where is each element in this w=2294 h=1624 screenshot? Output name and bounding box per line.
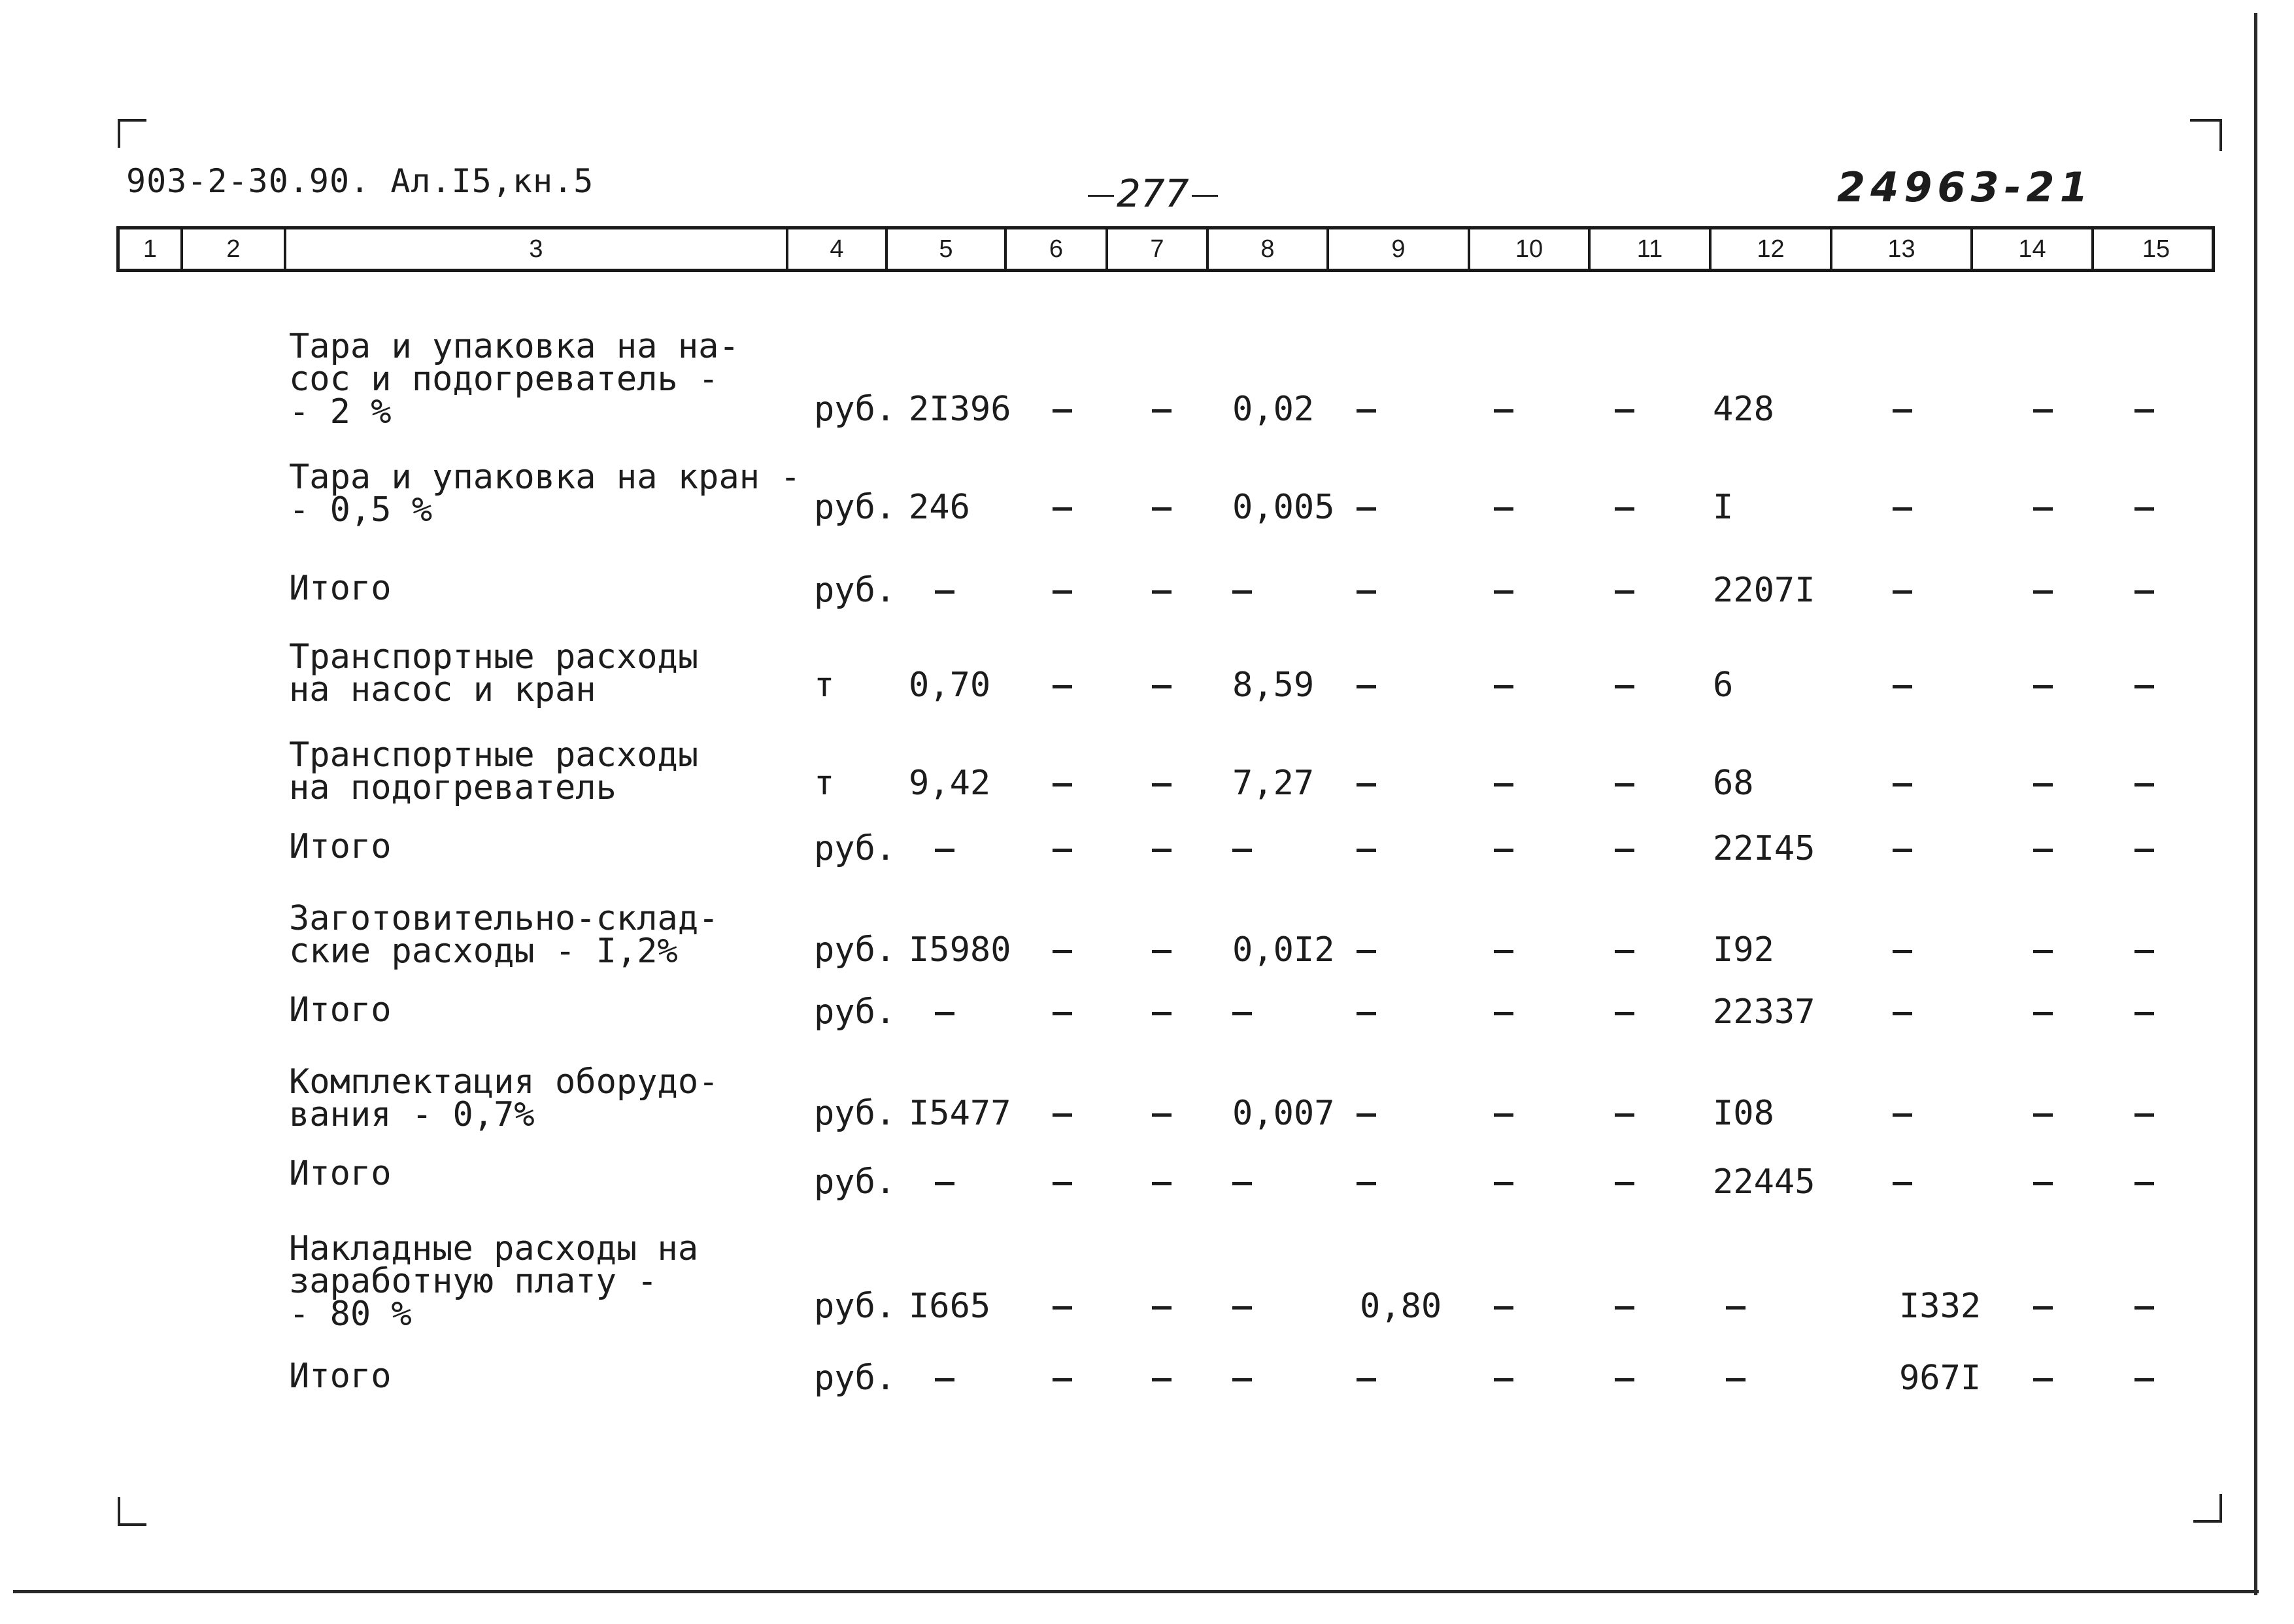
dash-c15	[2134, 1182, 2154, 1185]
row-description: Итого	[289, 990, 392, 1030]
dash-c13	[1893, 849, 1912, 852]
unit-cell: руб.	[814, 571, 896, 610]
dash-c9	[1357, 783, 1376, 787]
dash-c14	[2033, 1182, 2053, 1185]
dash-c14	[2033, 1113, 2053, 1117]
dash-c9	[1357, 685, 1376, 688]
dash-c14	[2033, 783, 2053, 787]
dash-c10	[1494, 783, 1513, 787]
dash-c14	[2033, 685, 2053, 688]
value-c12: 428	[1713, 390, 1774, 429]
dash-c6	[1053, 1378, 1072, 1381]
dash-c15	[2134, 409, 2154, 413]
dash-c8	[1232, 1378, 1252, 1381]
dash-c9	[1357, 1012, 1376, 1015]
column-number-15: 15	[2142, 235, 2170, 263]
unit-cell: руб.	[814, 930, 896, 970]
dash-c7	[1152, 409, 1172, 413]
dash-c10	[1494, 1378, 1513, 1381]
dash-c11	[1615, 1378, 1634, 1381]
unit-cell: руб.	[814, 1287, 896, 1326]
document-code: 903-2-30.90. Ал.I5,кн.5	[126, 162, 594, 200]
column-number-5: 5	[888, 229, 1007, 269]
dash-c7	[1152, 1182, 1172, 1185]
column-number-9: 9	[1329, 229, 1470, 269]
dash-c10	[1494, 409, 1513, 413]
value-c12: I08	[1713, 1094, 1774, 1133]
dash-c13	[1893, 1113, 1912, 1117]
value-c12: I	[1713, 488, 1734, 527]
dash-c6	[1053, 1306, 1072, 1310]
dash-c7	[1152, 849, 1172, 852]
dash-c9	[1357, 590, 1376, 594]
dash-c13	[1893, 950, 1912, 953]
dash-c15	[2134, 685, 2154, 688]
value-c13: I332	[1899, 1287, 1982, 1326]
dash-c6	[1053, 507, 1072, 511]
unit-cell: руб.	[814, 992, 896, 1032]
dash-c10	[1494, 849, 1513, 852]
dash-c6	[1053, 1012, 1072, 1015]
value-c8: 0,02	[1232, 390, 1315, 429]
page-number-value: 277	[1117, 171, 1189, 216]
dash-c15	[2134, 1113, 2154, 1117]
dash-c15	[2134, 1378, 2154, 1381]
unit-cell: руб.	[814, 488, 896, 527]
dash-c11	[1615, 1306, 1634, 1310]
dash-c6	[1053, 1182, 1072, 1185]
value-c5: I665	[909, 1287, 991, 1326]
row-description: Транспортные расходы на насос и кран	[289, 637, 699, 709]
value-c12: 22445	[1713, 1162, 1815, 1202]
column-number-7: 7	[1108, 229, 1209, 269]
dash-c14	[2033, 1378, 2053, 1381]
dash-c14	[2033, 409, 2053, 413]
dash-c10	[1494, 950, 1513, 953]
value-c12: 22337	[1713, 992, 1815, 1032]
dash-c11	[1615, 950, 1634, 953]
page-edge-right	[2254, 13, 2257, 1595]
dash-c7	[1152, 590, 1172, 594]
row-description: Итого	[289, 1357, 392, 1396]
dash-c15	[2134, 1306, 2154, 1310]
dash-c7	[1152, 507, 1172, 511]
dash-c11	[1615, 783, 1634, 787]
value-c8: 0,005	[1232, 488, 1335, 527]
dash-c15	[2134, 1012, 2154, 1015]
unit-cell: руб.	[814, 390, 896, 429]
dash-c7	[1152, 1012, 1172, 1015]
value-c8: 0,007	[1232, 1094, 1335, 1133]
row-description: Заготовительно-склад- ские расходы - I,2%	[289, 899, 719, 971]
dash-c10	[1494, 590, 1513, 594]
dash-c15	[2134, 507, 2154, 511]
row-description: Тара и упаковка на на- сос и подогреватель - - 2 %	[289, 327, 739, 431]
dash-c15	[2134, 950, 2154, 953]
dash-c7	[1152, 1306, 1172, 1310]
dash-c6	[1053, 590, 1072, 594]
column-number-header	[116, 226, 2215, 272]
dash-c13	[1893, 590, 1912, 594]
dash-c13	[1893, 507, 1912, 511]
value-c5: I5477	[909, 1094, 1011, 1133]
dash-c6	[1053, 1113, 1072, 1117]
dash-c13	[1893, 1012, 1912, 1015]
dash-c14	[2033, 849, 2053, 852]
crop-mark-top-left	[118, 119, 146, 148]
dash-c8	[1232, 590, 1252, 594]
dash-c14	[2033, 1012, 2053, 1015]
dash-c11	[1615, 590, 1634, 594]
dash-c9	[1357, 1113, 1376, 1117]
dash-c11	[1615, 1182, 1634, 1185]
dash-c5	[935, 590, 954, 594]
page-number	[1085, 171, 1221, 216]
column-number-13: 13	[1832, 229, 1973, 269]
dash-c15	[2134, 849, 2154, 852]
column-number-6: 6	[1007, 229, 1108, 269]
value-c12: 22I45	[1713, 829, 1815, 868]
dash-c11	[1615, 1012, 1634, 1015]
dash-c10	[1494, 1012, 1513, 1015]
crop-mark-bottom-right	[2193, 1494, 2222, 1523]
dash-c6	[1053, 783, 1072, 787]
dash-c13	[1893, 1182, 1912, 1185]
value-c9: 0,80	[1360, 1287, 1442, 1326]
unit-cell: руб.	[814, 1162, 896, 1202]
dash-c10	[1494, 1113, 1513, 1117]
dash-c7	[1152, 685, 1172, 688]
dash-c15	[2134, 783, 2154, 787]
dash-c5	[935, 1182, 954, 1185]
unit-cell: руб.	[814, 829, 896, 868]
dash-c8	[1232, 849, 1252, 852]
dash-c14	[2033, 950, 2053, 953]
value-c13: 967I	[1899, 1359, 1982, 1398]
column-number-10: 10	[1470, 229, 1591, 269]
value-c12: 68	[1713, 764, 1754, 803]
dash-c5	[935, 1378, 954, 1381]
value-c5: I5980	[909, 930, 1011, 970]
row-description: Транспортные расходы на подогреватель	[289, 736, 699, 807]
dash-c5	[935, 1012, 954, 1015]
dash-c14	[2033, 590, 2053, 594]
unit-cell: т	[814, 764, 835, 803]
dash-c14	[2033, 507, 2053, 511]
dash-c6	[1053, 685, 1072, 688]
dash-c13	[1893, 685, 1912, 688]
dash-c7	[1152, 950, 1172, 953]
value-c8: 0,0I2	[1232, 930, 1335, 970]
row-description: Накладные расходы на заработную плату - - 80 %	[289, 1229, 699, 1334]
dash-c14	[2033, 1306, 2053, 1310]
column-number-14: 14	[1973, 229, 2094, 269]
dash-c5	[935, 849, 954, 852]
crop-mark-bottom-left	[118, 1497, 146, 1526]
value-c5: 246	[909, 488, 970, 527]
dash-c6	[1053, 849, 1072, 852]
dash-c9	[1357, 1182, 1376, 1185]
unit-cell: т	[814, 666, 835, 705]
dash-c12	[1726, 1306, 1746, 1310]
dash-c13	[1893, 409, 1912, 413]
dash-c8	[1232, 1306, 1252, 1310]
dash-c10	[1494, 1306, 1513, 1310]
dash-c7	[1152, 1113, 1172, 1117]
row-description: Тара и упаковка на кран - - 0,5 %	[289, 458, 801, 530]
row-description: Итого	[289, 827, 392, 866]
dash-c8	[1232, 1012, 1252, 1015]
dash-c12	[1726, 1378, 1746, 1381]
column-number-11: 11	[1591, 229, 1712, 269]
dash-c7	[1152, 783, 1172, 787]
dash-c10	[1494, 507, 1513, 511]
value-c5: 2I396	[909, 390, 1011, 429]
dash-c15	[2134, 590, 2154, 594]
column-number-2: 2	[183, 229, 286, 269]
unit-cell: руб.	[814, 1359, 896, 1398]
dash-c13	[1893, 783, 1912, 787]
column-number-8: 8	[1209, 229, 1329, 269]
dash-c10	[1494, 685, 1513, 688]
dash-c9	[1357, 950, 1376, 953]
dash-c11	[1615, 1113, 1634, 1117]
dash-c11	[1615, 409, 1634, 413]
row-description: Комплектация оборудо- вания - 0,7%	[289, 1062, 719, 1134]
value-c5: 0,70	[909, 666, 991, 705]
value-c12: 2207I	[1713, 571, 1815, 610]
value-c8: 8,59	[1232, 666, 1315, 705]
value-c12: 6	[1713, 666, 1734, 705]
row-description: Итого	[289, 1154, 392, 1193]
value-c8: 7,27	[1232, 764, 1315, 803]
row-description: Итого	[289, 569, 392, 608]
dash-c9	[1357, 507, 1376, 511]
column-number-12: 12	[1712, 229, 1832, 269]
column-number-1: 1	[120, 229, 183, 269]
dash-c11	[1615, 685, 1634, 688]
dash-c8	[1232, 1182, 1252, 1185]
dash-c9	[1357, 1378, 1376, 1381]
page-edge-bottom	[13, 1590, 2259, 1593]
dash-c9	[1357, 849, 1376, 852]
dash-c10	[1494, 1182, 1513, 1185]
value-c12: I92	[1713, 930, 1774, 970]
value-c5: 9,42	[909, 764, 991, 803]
column-number-4: 4	[788, 229, 888, 269]
dash-c6	[1053, 409, 1072, 413]
dash-c11	[1615, 849, 1634, 852]
unit-cell: руб.	[814, 1094, 896, 1133]
archive-stamp-number: 24963-21	[1837, 163, 2093, 211]
dash-c6	[1053, 950, 1072, 953]
crop-mark-top-right	[2190, 119, 2222, 151]
dash-c9	[1357, 409, 1376, 413]
dash-c7	[1152, 1378, 1172, 1381]
dash-c11	[1615, 507, 1634, 511]
column-number-3: 3	[286, 229, 788, 269]
